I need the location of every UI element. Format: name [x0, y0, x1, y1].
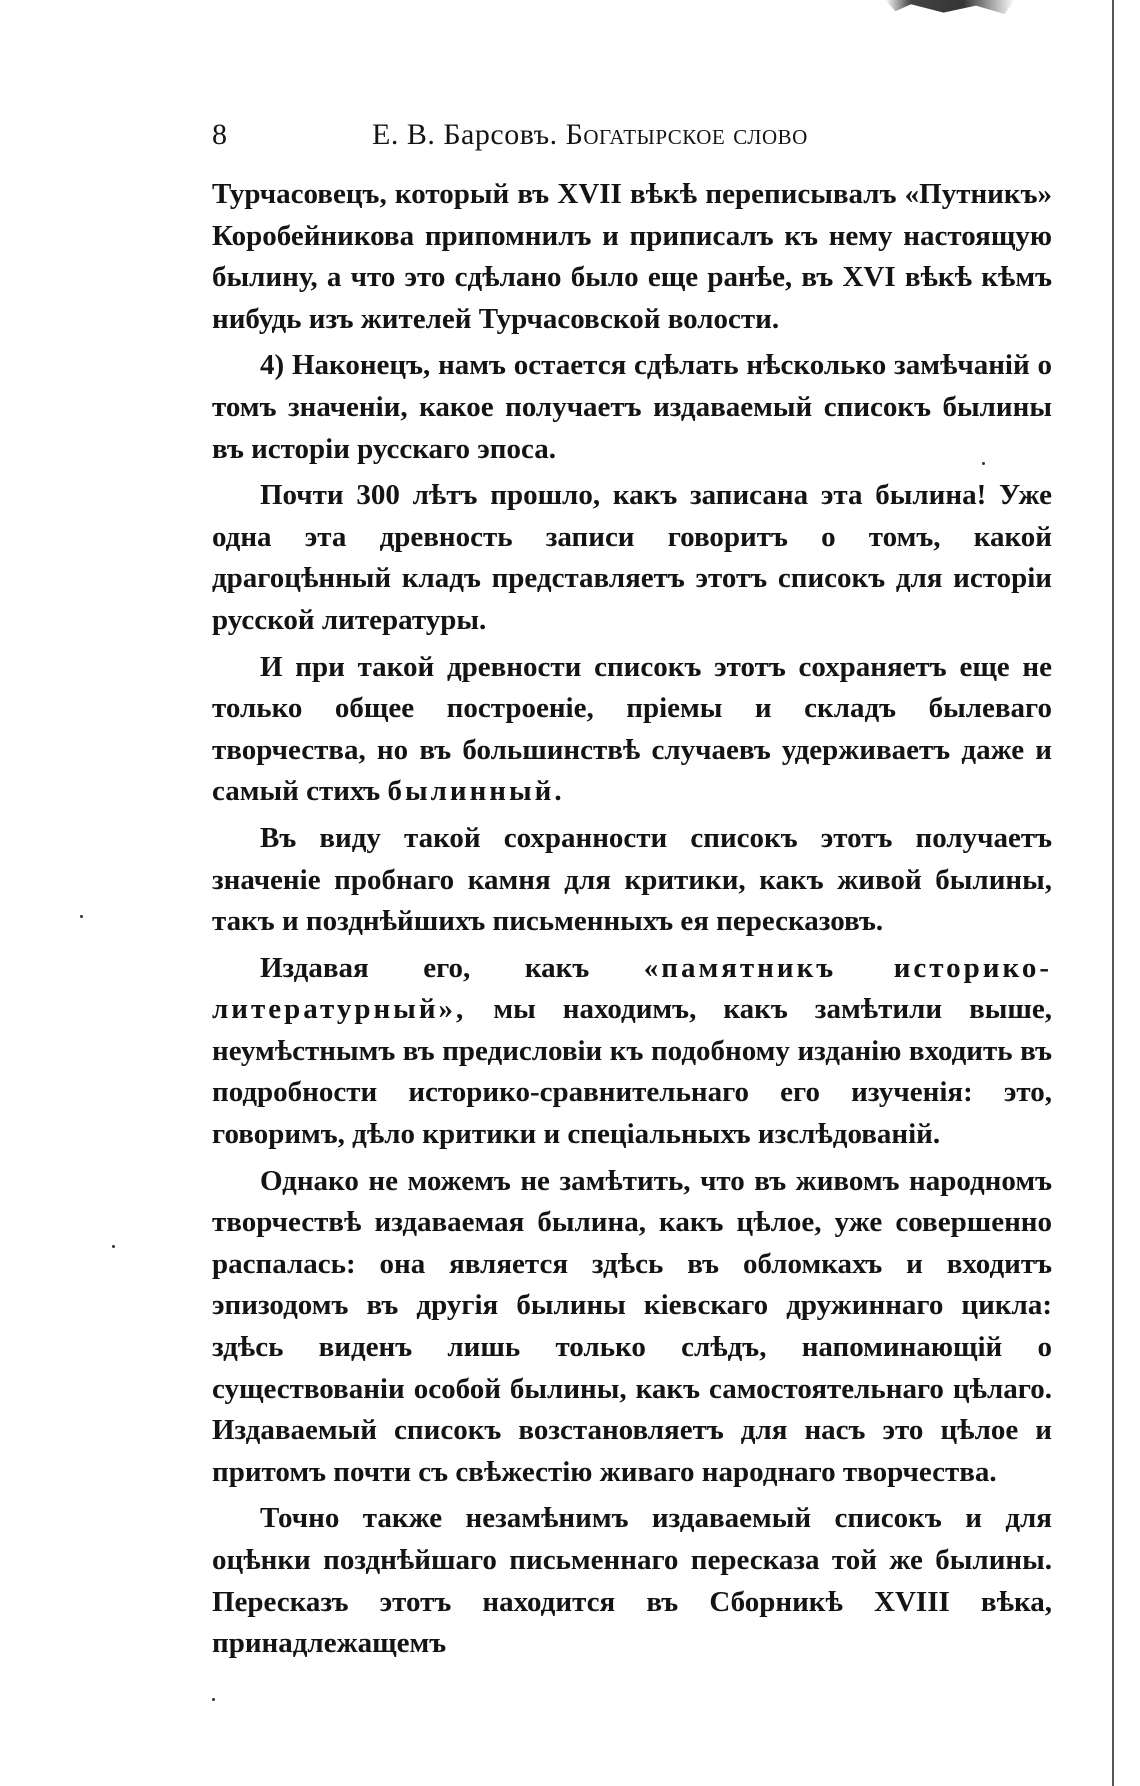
page-header — [212, 118, 1052, 162]
scan-speck — [112, 1245, 115, 1248]
paragraph-text: мы находимъ, какъ замѣтили выше, неумѣстнымъ въ предисловіи къ подобному изданію входить въ подробности историко-сравнительнаго его изученія: это, говоримъ, дѣло критики и спеціальныхъ изслѣдованій. — [212, 993, 1052, 1151]
scan-artifact-top — [885, 0, 1015, 14]
scan-edge-right — [1112, 0, 1114, 1786]
paragraph: Въ виду такой сохранности списокъ этотъ получаетъ значеніе пробнаго камня для критики, какъ живой былины, такъ и позднѣйшихъ письменныхъ ея пересказовъ. — [212, 821, 1052, 938]
paragraph: Турчасовецъ, который въ XVII вѣкѣ переписывалъ «Путникъ» Коробейникова припомнилъ и приписалъ къ нему настоящую былину, а что это сдѣлано было еще ранѣе, въ XVI вѣкѣ кѣмъ нибудь изъ жителей Турчасовской волости. — [212, 178, 1052, 335]
book-page — [212, 118, 1052, 1670]
paragraph-lead: Издавая его, какъ — [260, 951, 590, 984]
page-number: 8 — [212, 118, 228, 151]
paragraph-text: И при такой древности списокъ этотъ сохраняетъ еще не только общее построеніе, пріемы и складъ былеваго творчества, но въ большинствѣ случаевъ удерживаетъ даже и самый стихъ — [212, 650, 1052, 808]
scan-speck — [212, 1698, 215, 1701]
running-head-title: Богатырское слово — [565, 118, 808, 151]
scan-speck — [80, 915, 83, 918]
paragraph: 4) Наконецъ, намъ остается сдѣлать нѣсколько замѣчаній о томъ значеніи, какое получаетъ издаваемый списокъ былины въ исторіи русскаго эпоса. — [212, 349, 1052, 465]
paragraph: Точно также незамѣнимъ издаваемый списокъ и для оцѣнки позднѣйшаго письменнаго пересказа той же былины. Пересказъ этотъ находится въ Сборникѣ XVIII вѣка, принадлежащемъ — [212, 1502, 1052, 1660]
spaced-word: былинный. — [387, 775, 565, 808]
spaced-phrase: «памятникъ историко-литературный», — [212, 951, 1052, 1026]
paragraph — [212, 948, 1052, 1156]
paragraph: Почти 300 лѣтъ прошло, какъ записана эта былина! Уже одна эта древность записи говоритъ о томъ, какой драгоцѣнный кладъ представляетъ этотъ списокъ для исторіи русской литературы. — [212, 479, 1052, 636]
paragraph: Однако не можемъ не замѣтить, что въ живомъ народномъ творчествѣ издаваемая былина, какъ цѣлое, уже совершенно распалась: она является здѣсь въ обломкахъ и входитъ эпизодомъ въ другія былины кіевскаго дружиннаго цикла: здѣсь виденъ лишь только слѣдъ, напоминающій о существованіи особой былины, какъ самостоятельнаго цѣлаго. Издаваемый списокъ возстановляетъ для насъ это цѣлое и притомъ почти съ свѣжестію живаго народнаго творчества. — [212, 1164, 1052, 1488]
running-head-author: Е. В. Барсовъ. — [372, 118, 558, 151]
body-text — [212, 174, 1052, 1665]
paragraph — [212, 647, 1052, 813]
running-head — [372, 118, 808, 152]
